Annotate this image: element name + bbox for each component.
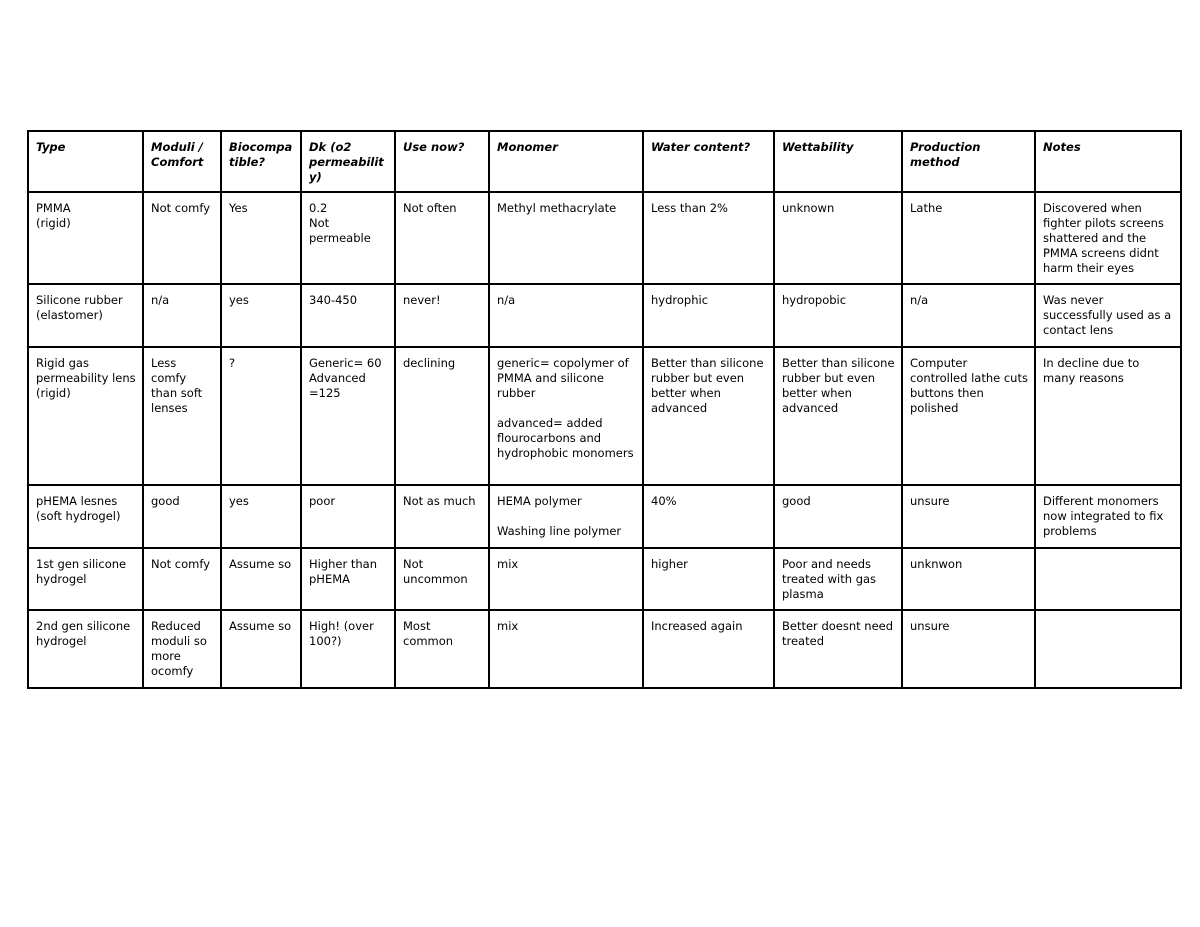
cell-dk: Higher than pHEMA [301, 548, 395, 610]
cell-biocompatible: Yes [221, 192, 301, 284]
cell-use-now: Most common [395, 610, 489, 688]
cell-moduli: n/a [143, 284, 221, 347]
header-wettability: Wettability [774, 131, 902, 192]
table-row [28, 610, 1181, 688]
cell-wettability: good [774, 485, 902, 548]
cell-production-method: n/a [902, 284, 1035, 347]
cell-moduli: Not comfy [143, 192, 221, 284]
cell-notes: Discovered when fighter pilots screens shattered and the PMMA screens didnt harm their eyes [1035, 192, 1181, 284]
cell-wettability: unknown [774, 192, 902, 284]
cell-dk: 340-450 [301, 284, 395, 347]
cell-type: Silicone rubber (elastomer) [28, 284, 143, 347]
table-row [28, 548, 1181, 610]
header-notes: Notes [1035, 131, 1181, 192]
cell-type: pHEMA lesnes (soft hydrogel) [28, 485, 143, 548]
cell-notes: Different monomers now integrated to fix problems [1035, 485, 1181, 548]
cell-water-content: Increased again [643, 610, 774, 688]
header-dk: Dk (o2 permeabilit y) [301, 131, 395, 192]
header-production-method: Production method [902, 131, 1035, 192]
table-row [28, 347, 1181, 485]
cell-biocompatible: Assume so [221, 548, 301, 610]
cell-monomer: HEMA polymer Washing line polymer [489, 485, 643, 548]
cell-water-content: 40% [643, 485, 774, 548]
cell-dk: High! (over 100?) [301, 610, 395, 688]
cell-biocompatible: ? [221, 347, 301, 485]
cell-type: Rigid gas permeability lens (rigid) [28, 347, 143, 485]
cell-water-content: hydrophic [643, 284, 774, 347]
header-row [28, 131, 1181, 192]
cell-monomer: mix [489, 610, 643, 688]
cell-use-now: declining [395, 347, 489, 485]
header-type: Type [28, 131, 143, 192]
cell-production-method: unsure [902, 485, 1035, 548]
cell-wettability: Better doesnt need treated [774, 610, 902, 688]
cell-notes [1035, 548, 1181, 610]
header-use-now: Use now? [395, 131, 489, 192]
cell-use-now: Not as much [395, 485, 489, 548]
cell-biocompatible: Assume so [221, 610, 301, 688]
cell-type: PMMA (rigid) [28, 192, 143, 284]
header-water-content: Water content? [643, 131, 774, 192]
properties-table [27, 130, 1182, 689]
cell-use-now: Not uncommon [395, 548, 489, 610]
cell-biocompatible: yes [221, 284, 301, 347]
cell-notes [1035, 610, 1181, 688]
cell-dk: Generic= 60 Advanced =125 [301, 347, 395, 485]
cell-monomer: n/a [489, 284, 643, 347]
header-monomer: Monomer [489, 131, 643, 192]
cell-production-method: unsure [902, 610, 1035, 688]
cell-monomer: generic= copolymer of PMMA and silicone rubber advanced= added flourocarbons and hydrophobic monomers [489, 347, 643, 485]
table-row [28, 192, 1181, 284]
cell-dk: 0.2 Not permeable [301, 192, 395, 284]
cell-monomer: mix [489, 548, 643, 610]
cell-water-content: higher [643, 548, 774, 610]
cell-production-method: Lathe [902, 192, 1035, 284]
cell-production-method: Computer controlled lathe cuts buttons then polished [902, 347, 1035, 485]
header-biocompatible: Biocompa tible? [221, 131, 301, 192]
cell-moduli: Reduced moduli so more ocomfy [143, 610, 221, 688]
cell-wettability: Better than silicone rubber but even better when advanced [774, 347, 902, 485]
table-row [28, 284, 1181, 347]
cell-production-method: unknwon [902, 548, 1035, 610]
cell-use-now: never! [395, 284, 489, 347]
cell-water-content: Less than 2% [643, 192, 774, 284]
cell-water-content: Better than silicone rubber but even better when advanced [643, 347, 774, 485]
cell-type: 1st gen silicone hydrogel [28, 548, 143, 610]
cell-dk: poor [301, 485, 395, 548]
cell-moduli: Less comfy than soft lenses [143, 347, 221, 485]
cell-moduli: good [143, 485, 221, 548]
cell-notes: In decline due to many reasons [1035, 347, 1181, 485]
header-moduli-comfort: Moduli / Comfort [143, 131, 221, 192]
cell-wettability: Poor and needs treated with gas plasma [774, 548, 902, 610]
cell-biocompatible: yes [221, 485, 301, 548]
cell-wettability: hydropobic [774, 284, 902, 347]
cell-monomer: Methyl methacrylate [489, 192, 643, 284]
cell-use-now: Not often [395, 192, 489, 284]
cell-moduli: Not comfy [143, 548, 221, 610]
cell-notes: Was never successfully used as a contact lens [1035, 284, 1181, 347]
cell-type: 2nd gen silicone hydrogel [28, 610, 143, 688]
table-row [28, 485, 1181, 548]
